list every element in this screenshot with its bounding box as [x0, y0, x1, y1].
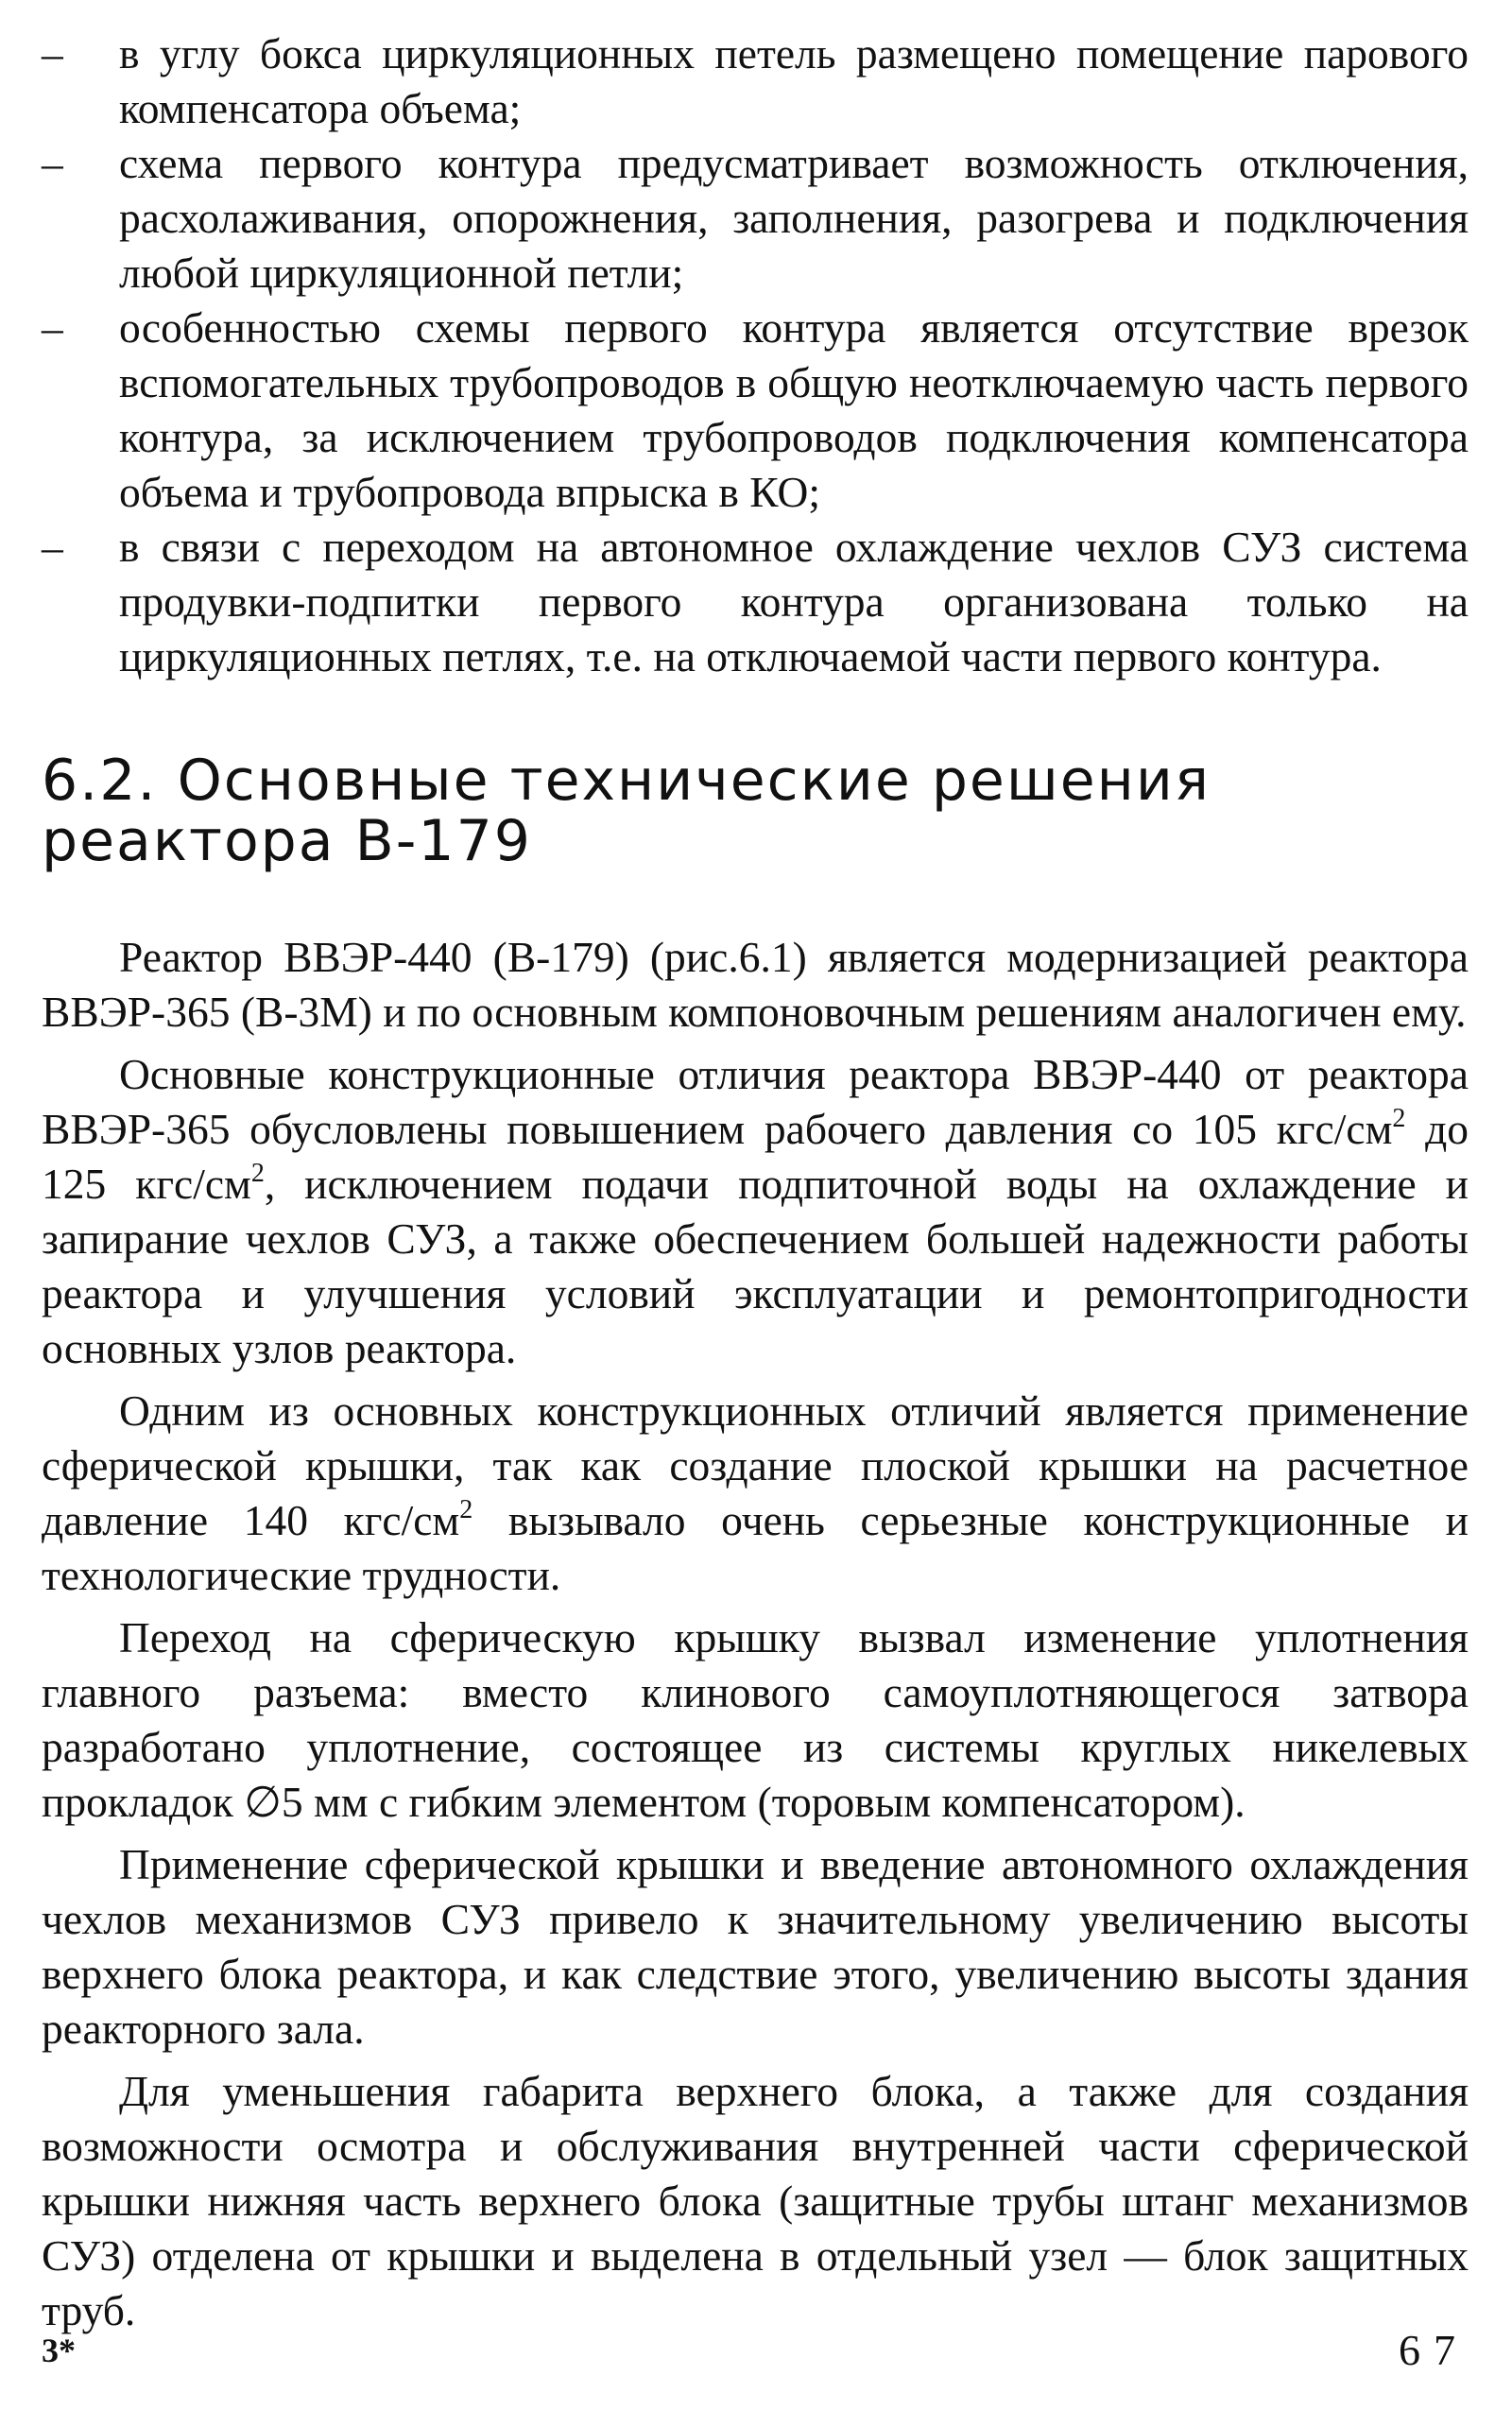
- page-number: 67: [1399, 2326, 1469, 2374]
- bullet-dash: –: [42, 139, 63, 187]
- paragraph-2: [42, 1047, 1469, 1376]
- paragraph-2-text-c: , исключением подачи подпиточной воды на охлаждение и запирание чехлов СУЗ, а также обеспечением большей надежности работы реактора и улучшения условий эксплуатации и ремонтопригодности основных узлов реактора.: [42, 1160, 1469, 1372]
- list-item: [42, 520, 1469, 684]
- paragraph-2-text-b: до 125 кгс/см: [42, 1105, 1469, 1208]
- paragraph-3-text-b: вызывало очень серьезные конструкционные и технологические трудности.: [42, 1496, 1469, 1599]
- superscript: 2: [459, 1495, 473, 1524]
- list-item: [42, 26, 1469, 136]
- paragraph-3-text-a: Одним из основных конструкционных отличий является применение сферической крышки, так как создание плоской крышки на расчетное давление 140 кгс/см: [42, 1386, 1469, 1544]
- paragraph-4: Переход на сферическую крышку вызвал изменение уплотнения главного разъема: вместо клинового самоуплотняющегося затвора разработано уплотнение, состоящее из системы круглых никелевых прокладок ∅5 мм с гибким элементом (торовым компенсатором).: [42, 1613, 1469, 1826]
- superscript: 2: [1392, 1104, 1406, 1133]
- list-item: [42, 301, 1469, 520]
- list-item-text: в углу бокса циркуляционных петель размещено помещение парового компенсатора объема;: [119, 29, 1469, 132]
- paragraph-2-text-a: Основные конструкционные отличия реактора ВВЭР-440 от реактора ВВЭР-365 обусловлены повышением рабочего давления со 105 кгс/см: [42, 1050, 1469, 1153]
- list-item-text: схема первого контура предусматривает возможность отключения, расхолаживания, опорожнения, заполнения, разогрева и подключения любой циркуляционной петли;: [119, 139, 1469, 297]
- bullet-list: [42, 26, 1469, 684]
- bullet-dash: –: [42, 303, 63, 352]
- section-heading: 6.2. Основные технические решения реактора В-179: [42, 748, 1211, 874]
- list-item: [42, 136, 1469, 301]
- signature-mark: 3*: [42, 2332, 76, 2369]
- list-item-text: в связи с переходом на автономное охлаждение чехлов СУЗ система продувки-подпитки первого контура организована только на циркуляционных петлях, т.е. на отключаемой части первого контура.: [119, 523, 1469, 680]
- superscript: 2: [250, 1159, 265, 1188]
- paragraph-5: Применение сферической крышки и введение автономного охлаждения чехлов механизмов СУЗ привело к значительному увеличению высоты верхнего блока реактора, и как следствие этого, увеличению высоты здания реакторного зала.: [42, 1840, 1469, 2053]
- bullet-dash: –: [42, 29, 63, 77]
- paragraph-6: Для уменьшения габарита верхнего блока, а также для создания возможности осмотра и обслуживания внутренней части сферической крышки нижняя часть верхнего блока (защитные трубы штанг механизмов СУЗ) отделена от крышки и выделена в отдельный узел — блок защитных труб.: [42, 2067, 1469, 2334]
- paragraph-1: Реактор ВВЭР-440 (В-179) (рис.6.1) является модернизацией реактора ВВЭР-365 (В-3М) и по основным компоновочным решениям аналогичен ему.: [42, 933, 1469, 1036]
- paragraph-3: [42, 1384, 1469, 1603]
- bullet-dash: –: [42, 523, 63, 571]
- list-item-text: особенностью схемы первого контура является отсутствие врезок вспомогательных трубопроводов в общую неотключаемую часть первого контура, за исключением трубопроводов подключения компенсатора объема и трубопровода впрыска в КО;: [119, 303, 1469, 516]
- page-content: [42, 26, 1469, 2346]
